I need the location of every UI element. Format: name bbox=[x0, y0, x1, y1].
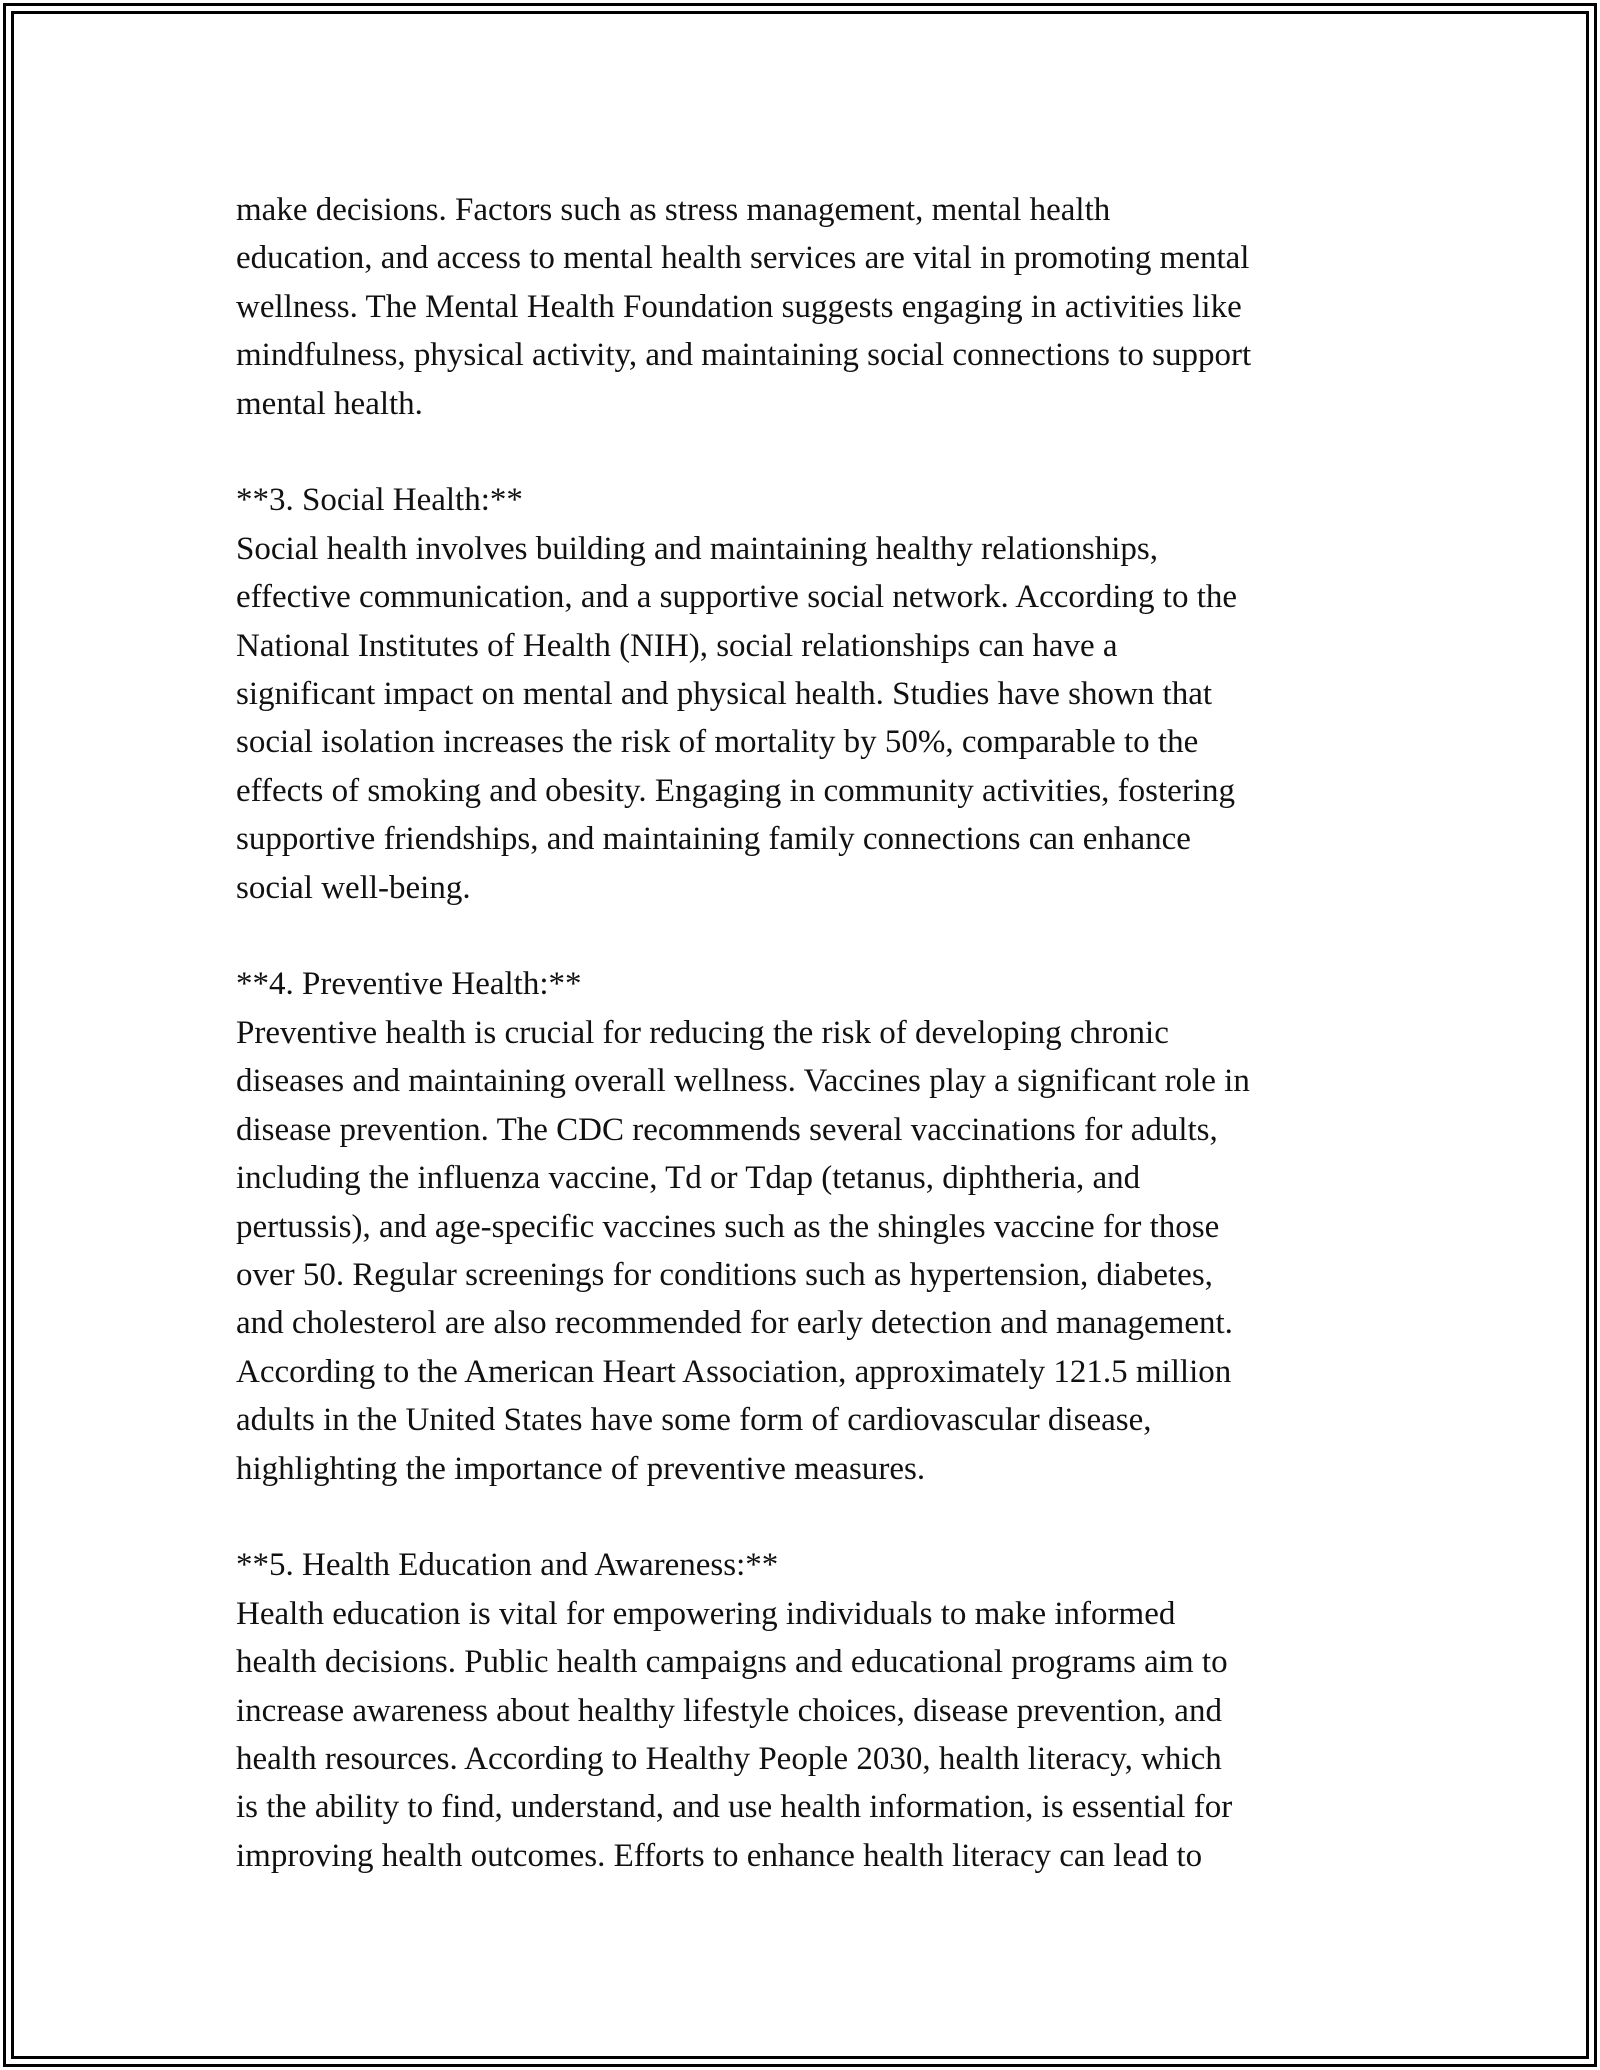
text-line: health decisions. Public health campaigns and educational programs aim to bbox=[236, 1644, 1228, 1681]
text-line: and cholesterol are also recommended for early detection and management. bbox=[236, 1305, 1233, 1342]
text-line: social well-being. bbox=[236, 869, 471, 906]
text-line: improving health outcomes. Efforts to enhance health literacy can lead to bbox=[236, 1837, 1203, 1874]
text-line: significant impact on mental and physical health. Studies have shown that bbox=[236, 676, 1213, 713]
text-line: diseases and maintaining overall wellness. Vaccines play a significant role in bbox=[236, 1063, 1250, 1100]
text-line: is the ability to find, understand, and use health information, is essential for bbox=[236, 1789, 1233, 1826]
paragraph-gap bbox=[236, 912, 1396, 960]
text-line: over 50. Regular screenings for conditions such as hypertension, diabetes, bbox=[236, 1256, 1213, 1293]
text-line: including the influenza vaccine, Td or Tdap (tetanus, diphtheria, and bbox=[236, 1160, 1141, 1197]
section-heading: **3. Social Health:** bbox=[236, 482, 523, 519]
text-line: According to the American Heart Association, approximately 121.5 million bbox=[236, 1353, 1232, 1390]
intro-paragraph bbox=[236, 186, 1396, 428]
text-line: social isolation increases the risk of mortality by 50%, comparable to the bbox=[236, 724, 1199, 761]
text-line: Social health involves building and maintaining healthy relationships, bbox=[236, 530, 1159, 567]
text-line: highlighting the importance of preventive measures. bbox=[236, 1450, 926, 1487]
section-social-health bbox=[236, 476, 1396, 912]
text-line: health resources. According to Healthy People 2030, health literacy, which bbox=[236, 1740, 1222, 1777]
text-line: increase awareness about healthy lifestyle choices, disease prevention, and bbox=[236, 1692, 1222, 1729]
text-line: mindfulness, physical activity, and maintaining social connections to support bbox=[236, 337, 1252, 374]
text-line: pertussis), and age-specific vaccines such as the shingles vaccine for those bbox=[236, 1208, 1220, 1245]
text-line: Preventive health is crucial for reducing the risk of developing chronic bbox=[236, 1014, 1169, 1051]
section-preventive-health bbox=[236, 960, 1396, 1492]
document-body bbox=[236, 186, 1396, 1880]
text-line: mental health. bbox=[236, 385, 423, 422]
section-heading: **5. Health Education and Awareness:** bbox=[236, 1547, 779, 1584]
text-line: National Institutes of Health (NIH), social relationships can have a bbox=[236, 627, 1118, 664]
text-line: wellness. The Mental Health Foundation suggests engaging in activities like bbox=[236, 288, 1242, 325]
paragraph-gap bbox=[236, 428, 1396, 476]
text-line: adults in the United States have some form of cardiovascular disease, bbox=[236, 1402, 1152, 1439]
text-line: disease prevention. The CDC recommends several vaccinations for adults, bbox=[236, 1111, 1218, 1148]
text-line: Health education is vital for empowering individuals to make informed bbox=[236, 1595, 1176, 1632]
text-line: supportive friendships, and maintaining family connections can enhance bbox=[236, 821, 1191, 858]
text-line: make decisions. Factors such as stress management, mental health bbox=[236, 192, 1111, 228]
paragraph-gap bbox=[236, 1493, 1396, 1541]
text-line: education, and access to mental health services are vital in promoting mental bbox=[236, 240, 1250, 277]
section-health-education bbox=[236, 1541, 1396, 1880]
text-line: effective communication, and a supportive social network. According to the bbox=[236, 579, 1238, 616]
section-heading: **4. Preventive Health:** bbox=[236, 966, 582, 1003]
text-line: effects of smoking and obesity. Engaging in community activities, fostering bbox=[236, 772, 1235, 809]
